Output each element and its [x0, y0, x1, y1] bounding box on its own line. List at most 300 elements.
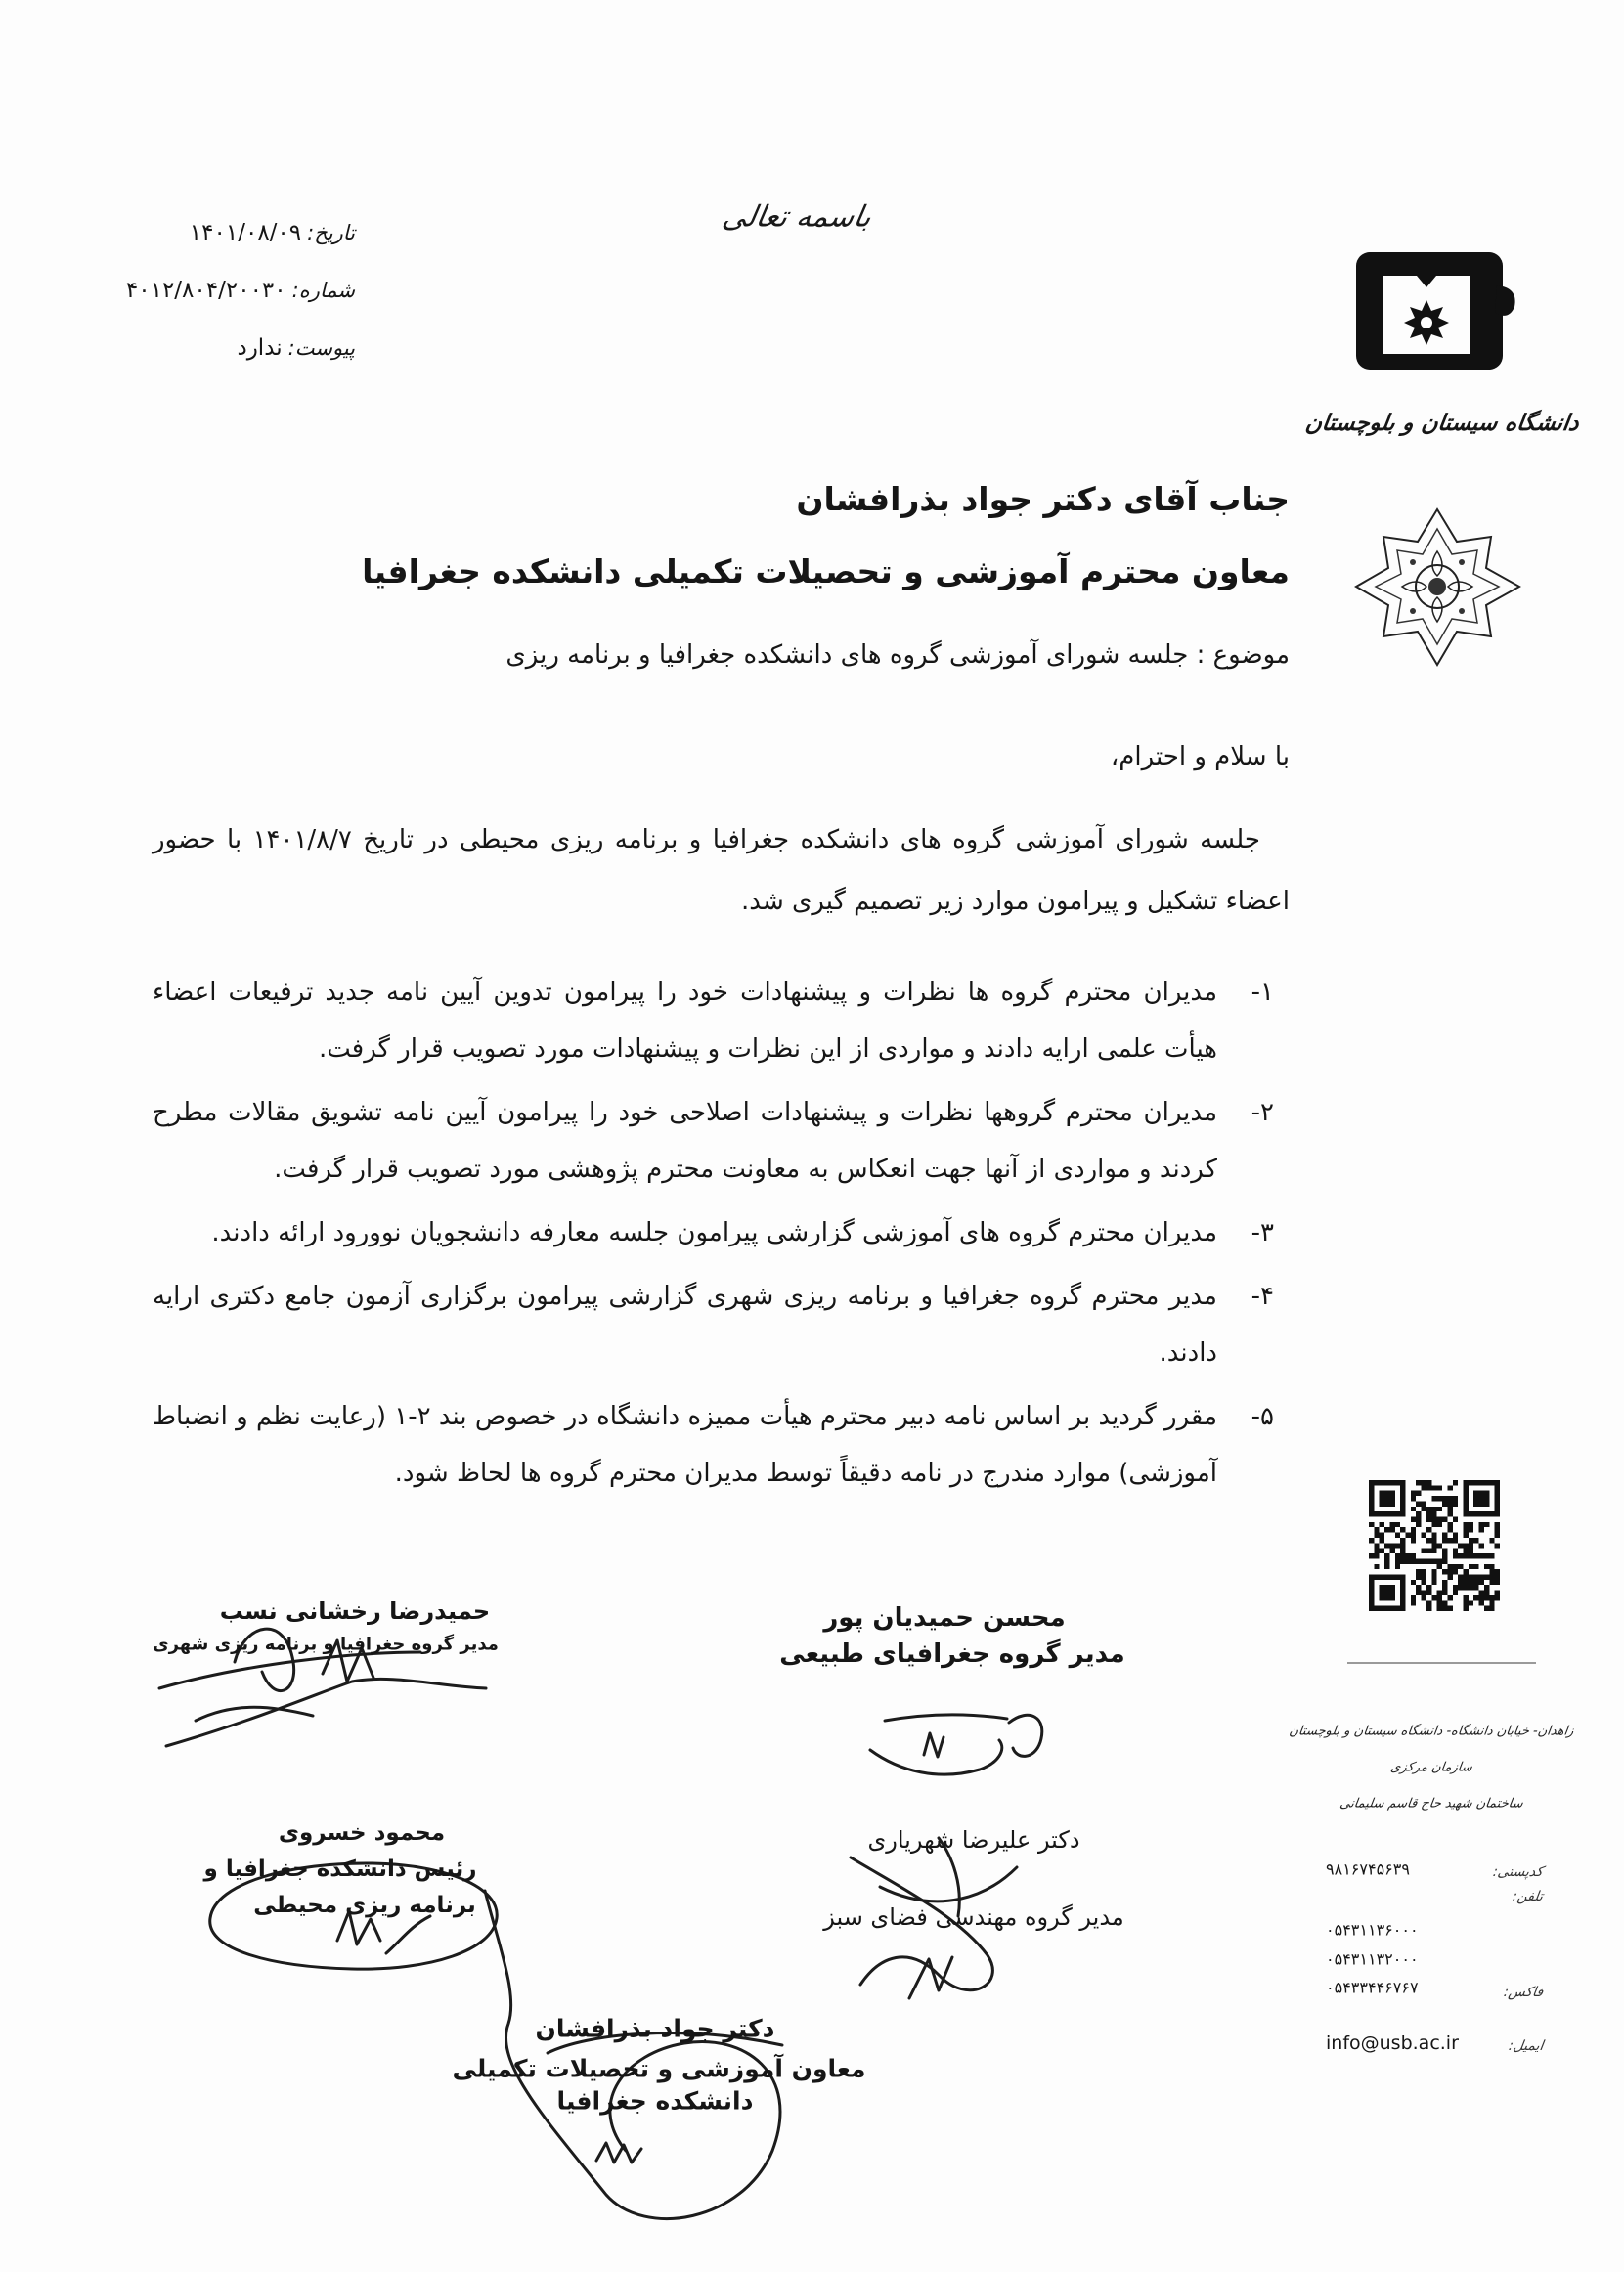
letter-meta: [126, 203, 355, 376]
signature-scribble: [386, 1916, 430, 1953]
qr-module: [1479, 1553, 1484, 1558]
qr-module: [1406, 1533, 1411, 1538]
signature-name-deputy: دکتر جواد بذرافشان: [535, 2014, 775, 2043]
qr-module: [1416, 1585, 1421, 1590]
qr-module: [1442, 1558, 1447, 1563]
qr-module: [1489, 1564, 1494, 1569]
meta-date-row: [126, 203, 355, 261]
qr-module: [1406, 1558, 1411, 1563]
qr-module: [1447, 1527, 1452, 1532]
qr-module: [1400, 1549, 1405, 1553]
qr-module: [1411, 1595, 1416, 1600]
qr-module: [1369, 1538, 1374, 1543]
qr-module: [1469, 1585, 1473, 1590]
signature-scribble: [166, 1679, 486, 1746]
qr-module: [1437, 1543, 1442, 1548]
qr-module: [1453, 1480, 1458, 1485]
meta-number-row: [126, 261, 355, 319]
qr-module: [1426, 1517, 1431, 1522]
signature-scribble: [885, 1715, 1007, 1721]
qr-module: [1380, 1533, 1384, 1538]
qr-module: [1437, 1606, 1442, 1611]
attachment-label: پیوست:: [287, 335, 355, 360]
qr-module: [1453, 1501, 1458, 1506]
qr-module: [1447, 1511, 1452, 1516]
qr-module: [1469, 1522, 1473, 1527]
list-item: [153, 1204, 1290, 1261]
qr-module: [1473, 1491, 1489, 1507]
qr-module: [1422, 1569, 1426, 1574]
qr-module: [1422, 1558, 1426, 1563]
qr-module: [1463, 1522, 1468, 1527]
phone-value: ۰۵۴۳۱۱۳۶۰۰۰: [1326, 1920, 1419, 1940]
qr-module: [1447, 1496, 1452, 1501]
qr-module: [1453, 1553, 1458, 1558]
number-label: شماره:: [291, 278, 355, 302]
qr-module: [1374, 1549, 1379, 1553]
qr-module: [1384, 1543, 1389, 1548]
signature-title-deputy-line2: دانشکده جغرافیا: [556, 2086, 754, 2116]
qr-module: [1479, 1600, 1484, 1605]
qr-module: [1416, 1501, 1421, 1506]
signature-scribble: [196, 1707, 313, 1721]
qr-module: [1416, 1574, 1421, 1579]
qr-module: [1463, 1595, 1468, 1600]
qr-module: [1495, 1522, 1500, 1527]
qr-module: [1431, 1543, 1436, 1548]
qr-module: [1453, 1585, 1458, 1590]
qr-module: [1384, 1558, 1389, 1563]
qr-module: [1380, 1538, 1384, 1543]
qr-module: [1422, 1485, 1426, 1490]
qr-module: [1469, 1600, 1473, 1605]
qr-module: [1447, 1522, 1452, 1527]
qr-module: [1437, 1496, 1442, 1501]
qr-module: [1422, 1480, 1426, 1485]
qr-module: [1463, 1527, 1468, 1532]
signature-name-urban-planning: حمیدرضا رخشانی نسب: [219, 1597, 491, 1625]
subject-line: [153, 631, 1290, 679]
qr-module: [1437, 1564, 1442, 1569]
qr-module: [1453, 1591, 1458, 1595]
qr-module: [1411, 1580, 1416, 1585]
qr-module: [1380, 1585, 1395, 1600]
qr-module: [1422, 1580, 1426, 1585]
signature-name-green-space: دکتر علیرضا شهریاری: [867, 1826, 1080, 1854]
qr-module: [1495, 1580, 1500, 1585]
qr-module: [1495, 1591, 1500, 1595]
postal-code-label: کدپستی:: [1491, 1864, 1545, 1880]
qr-module: [1479, 1574, 1484, 1579]
qr-module: [1411, 1517, 1416, 1522]
qr-module: [1453, 1496, 1458, 1501]
qr-module: [1489, 1569, 1494, 1574]
qr-module: [1395, 1543, 1400, 1548]
qr-module: [1489, 1606, 1494, 1611]
signature-title-deputy-line1: معاون آموزشی و تحصیلات تکمیلی: [452, 2054, 866, 2083]
recipient-title: معاون محترم آموزشی و تحصیلات تکمیلی دانشکده جغرافیا: [362, 552, 1290, 590]
qr-module: [1411, 1553, 1416, 1558]
recipient-name: جناب آقای دکتر جواد بذرافشان: [796, 480, 1290, 518]
qr-module: [1473, 1564, 1478, 1569]
qr-module: [1463, 1580, 1468, 1585]
qr-module: [1447, 1501, 1452, 1506]
qr-module: [1453, 1569, 1458, 1574]
ornament-icon: [1354, 507, 1521, 667]
qr-module: [1400, 1553, 1405, 1558]
qr-module: [1437, 1485, 1442, 1490]
qr-module: [1426, 1591, 1431, 1595]
qr-module: [1374, 1533, 1379, 1538]
qr-module: [1411, 1538, 1416, 1543]
qr-module: [1458, 1585, 1463, 1590]
qr-module: [1431, 1485, 1436, 1490]
qr-module: [1442, 1553, 1447, 1558]
qr-module: [1426, 1558, 1431, 1563]
qr-module: [1374, 1543, 1379, 1548]
qr-module: [1463, 1533, 1468, 1538]
qr-module: [1442, 1496, 1447, 1501]
qr-module: [1395, 1533, 1400, 1538]
qr-module: [1400, 1527, 1405, 1532]
qr-module: [1431, 1580, 1436, 1585]
signature-title-urban-planning: مدیر گروه جغرافیا و برنامه ریزی شهری: [153, 1634, 499, 1655]
qr-module: [1447, 1485, 1452, 1490]
signature-scribble: [870, 1740, 1002, 1774]
qr-module: [1447, 1569, 1452, 1574]
qr-module: [1463, 1574, 1468, 1579]
qr-module: [1469, 1574, 1473, 1579]
qr-module: [1411, 1558, 1416, 1563]
qr-module: [1442, 1549, 1447, 1553]
qr-module: [1489, 1538, 1494, 1543]
qr-module: [1489, 1580, 1494, 1585]
qr-module: [1369, 1522, 1374, 1527]
qr-module: [1458, 1580, 1463, 1585]
qr-module: [1442, 1580, 1447, 1585]
meta-attachment-row: [126, 319, 355, 376]
qr-module: [1431, 1507, 1436, 1511]
qr-module: [1395, 1522, 1400, 1527]
qr-module: [1416, 1511, 1421, 1516]
qr-module: [1422, 1595, 1426, 1600]
qr-module: [1426, 1538, 1431, 1543]
qr-module: [1431, 1496, 1436, 1501]
qr-module: [1437, 1591, 1442, 1595]
qr-module: [1422, 1501, 1426, 1506]
qr-module: [1431, 1522, 1436, 1527]
item-text: مدیران محترم گروه ها نظرات و پیشنهادات خود را پیرامون تدوین آیین نامه جدید ترفیعات اعضاء هیأت علمی ارایه دادند و مواردی از این نظرات و پیشنهادات مورد تصویب قرار گرفت.: [153, 978, 1217, 1064]
letter-body: [153, 470, 1290, 1502]
qr-module: [1463, 1543, 1468, 1548]
qr-module: [1489, 1600, 1494, 1605]
qr-module: [1484, 1553, 1489, 1558]
qr-module: [1422, 1574, 1426, 1579]
qr-module: [1484, 1574, 1489, 1579]
qr-module: [1473, 1553, 1478, 1558]
qr-module: [1380, 1491, 1395, 1507]
list-item: [153, 1388, 1290, 1502]
item-text: مدیران محترم گروهها نظرات و پیشنهادات اصلاحی خود را پیرامون آیین نامه تشویق مقالات مطرح کردند و مواردی از آنها جهت انعکاس به معاونت محترم پژوهشی مورد تصویب قرار گرفت.: [153, 1098, 1217, 1184]
qr-module: [1442, 1538, 1447, 1543]
qr-module: [1479, 1522, 1484, 1527]
qr-module: [1384, 1527, 1389, 1532]
qr-module: [1411, 1527, 1416, 1532]
qr-module: [1453, 1549, 1458, 1553]
qr-module: [1484, 1595, 1489, 1600]
qr-module: [1489, 1595, 1494, 1600]
qr-module: [1469, 1580, 1473, 1585]
qr-module: [1380, 1549, 1384, 1553]
qr-module: [1473, 1585, 1478, 1590]
qr-module: [1411, 1491, 1416, 1496]
signature-scribble: [1009, 1715, 1042, 1756]
qr-module: [1463, 1606, 1468, 1611]
qr-module: [1495, 1527, 1500, 1532]
qr-module: [1469, 1553, 1473, 1558]
qr-module: [1463, 1549, 1468, 1553]
qr-module: [1469, 1543, 1473, 1548]
university-logo: [1340, 246, 1518, 376]
university-name: دانشگاه سیستان و بلوچستان: [1303, 411, 1581, 436]
qr-module: [1463, 1553, 1468, 1558]
item-number: ۴-: [1251, 1282, 1274, 1311]
signature-title-green-space: مدیر گروه مهندسی فضای سبز: [823, 1903, 1124, 1931]
qr-module: [1437, 1517, 1442, 1522]
qr-module: [1473, 1595, 1478, 1600]
qr-module: [1400, 1538, 1405, 1543]
qr-module: [1453, 1533, 1458, 1538]
resolution-list: [153, 964, 1290, 1502]
item-text: مدیر محترم گروه جغرافیا و برنامه ریزی شهری گزارشی پیرامون برگزاری آزمون جامع دکتری ارایه دادند.: [153, 1282, 1217, 1368]
signature-scribble: [880, 1867, 1017, 1901]
qr-module: [1463, 1585, 1468, 1590]
qr-module: [1495, 1569, 1500, 1574]
item-text: مدیران محترم گروه های آموزشی گزارشی پیرامون جلسه معارفه دانشجویان نوورود ارائه دادند.: [211, 1218, 1217, 1247]
item-number: ۱-: [1251, 978, 1274, 1007]
qr-module: [1426, 1511, 1431, 1516]
qr-module: [1473, 1580, 1478, 1585]
qr-module: [1422, 1507, 1426, 1511]
postal-code-value: ۹۸۱۶۷۴۵۶۳۹: [1326, 1859, 1410, 1879]
qr-module: [1389, 1527, 1394, 1532]
qr-module: [1431, 1569, 1436, 1574]
qr-module: [1469, 1527, 1473, 1532]
qr-module: [1479, 1595, 1484, 1600]
signature-title-physical-geography: مدیر گروه جغرافیای طبیعی: [779, 1639, 1125, 1669]
qr-module: [1463, 1569, 1468, 1574]
qr-module: [1442, 1606, 1447, 1611]
qr-module: [1479, 1543, 1484, 1548]
qr-module: [1463, 1600, 1468, 1605]
qr-module: [1374, 1527, 1379, 1532]
qr-module: [1495, 1543, 1500, 1548]
qr-module: [1442, 1600, 1447, 1605]
qr-module: [1426, 1480, 1431, 1485]
signature-title-dean-line1: رئیس دانشکده جغرافیا و: [203, 1857, 477, 1882]
qr-module: [1411, 1496, 1416, 1501]
qr-module: [1489, 1574, 1494, 1579]
qr-module: [1447, 1538, 1452, 1543]
qr-module: [1431, 1549, 1436, 1553]
signature-scribble: [909, 1957, 952, 1998]
qr-module: [1395, 1564, 1400, 1569]
qr-module: [1479, 1527, 1484, 1532]
date-label: تاریخ:: [307, 220, 355, 244]
item-number: ۳-: [1251, 1218, 1274, 1247]
qr-code: [1369, 1480, 1500, 1611]
qr-module: [1473, 1574, 1478, 1579]
qr-module: [1406, 1553, 1411, 1558]
qr-module: [1416, 1591, 1421, 1595]
qr-module: [1431, 1574, 1436, 1579]
fax-label: فاکس:: [1502, 1985, 1545, 2000]
qr-module: [1442, 1517, 1447, 1522]
qr-module: [1484, 1606, 1489, 1611]
qr-module: [1400, 1558, 1405, 1563]
list-item: [153, 1084, 1290, 1198]
qr-module: [1442, 1585, 1447, 1590]
qr-module: [1400, 1543, 1405, 1548]
item-number: ۲-: [1251, 1098, 1274, 1127]
qr-module: [1416, 1569, 1421, 1574]
qr-module: [1447, 1574, 1452, 1579]
qr-module: [1495, 1533, 1500, 1538]
attachment-value: ندارد: [237, 334, 283, 361]
qr-module: [1416, 1480, 1421, 1485]
address-line: زاهدان- خیابان دانشگاه- دانشگاه سیستان و بلوچستان: [1288, 1724, 1575, 1739]
qr-module: [1479, 1580, 1484, 1585]
qr-module: [1447, 1606, 1452, 1611]
qr-module: [1416, 1522, 1421, 1527]
qr-module: [1469, 1549, 1473, 1553]
signature-scribble: [924, 1733, 944, 1757]
signature-name-dean: محمود خسروی: [278, 1820, 446, 1846]
basmala-heading: باسمه تعالی: [720, 199, 874, 235]
qr-module: [1437, 1558, 1442, 1563]
qr-module: [1447, 1507, 1452, 1511]
qr-module: [1495, 1574, 1500, 1579]
qr-module: [1484, 1585, 1489, 1590]
qr-module: [1473, 1538, 1478, 1543]
qr-module: [1422, 1533, 1426, 1538]
qr-module: [1458, 1564, 1463, 1569]
qr-module: [1479, 1591, 1484, 1595]
number-value: ۴۰۱۲/۸۰۴/۲۰۰۳۰: [125, 277, 286, 303]
address-line: ساختمان شهید حاج قاسم سلیمانی: [1339, 1796, 1524, 1812]
signature-title-dean-line2: برنامه ریزی محیطی: [253, 1893, 476, 1918]
signature-name-physical-geography: محسن حمیدیان پور: [823, 1603, 1066, 1633]
qr-module: [1469, 1538, 1473, 1543]
qr-module: [1458, 1553, 1463, 1558]
item-number: ۵-: [1251, 1402, 1274, 1431]
qr-module: [1431, 1558, 1436, 1563]
qr-module: [1437, 1522, 1442, 1527]
qr-module: [1416, 1558, 1421, 1563]
address-line: سازمان مرکزی: [1389, 1760, 1473, 1775]
qr-module: [1389, 1549, 1394, 1553]
phone-label: تلفن:: [1511, 1889, 1545, 1904]
qr-module: [1426, 1606, 1431, 1611]
qr-module: [1469, 1564, 1473, 1569]
qr-module: [1389, 1543, 1394, 1548]
qr-module: [1389, 1522, 1394, 1527]
qr-module: [1374, 1564, 1379, 1569]
qr-module: [1426, 1600, 1431, 1605]
qr-module: [1411, 1507, 1416, 1511]
qr-module: [1437, 1595, 1442, 1600]
qr-module: [1431, 1511, 1436, 1516]
qr-module: [1489, 1553, 1494, 1558]
qr-module: [1484, 1591, 1489, 1595]
qr-module: [1395, 1558, 1400, 1563]
qr-module: [1458, 1543, 1463, 1548]
greeting: با سلام و احترام،: [1110, 742, 1290, 771]
qr-module: [1437, 1507, 1442, 1511]
qr-module: [1426, 1507, 1431, 1511]
qr-module: [1422, 1549, 1426, 1553]
qr-module: [1384, 1553, 1389, 1558]
qr-module: [1426, 1527, 1431, 1532]
email-label: ایمیل:: [1507, 2038, 1545, 2054]
qr-module: [1442, 1591, 1447, 1595]
qr-module: [1453, 1517, 1458, 1522]
qr-module: [1416, 1491, 1421, 1496]
qr-module: [1422, 1591, 1426, 1595]
qr-module: [1484, 1564, 1489, 1569]
phone-value: ۰۵۴۳۱۱۳۲۰۰۰: [1326, 1949, 1419, 1969]
list-item: [153, 964, 1290, 1077]
sidebar-divider: [1347, 1662, 1536, 1664]
qr-module: [1431, 1533, 1436, 1538]
qr-module: [1426, 1585, 1431, 1590]
signature-scribble: [596, 2143, 641, 2163]
qr-module: [1484, 1522, 1489, 1527]
qr-module: [1431, 1517, 1436, 1522]
qr-module: [1453, 1564, 1458, 1569]
qr-module: [1442, 1569, 1447, 1574]
intro-paragraph: جلسه شورای آموزشی گروه های دانشکده جغرافیا و برنامه ریزی محیطی در تاریخ ۱۴۰۱/۸/۷ با حضور اعضاء تشکیل و پیرامون موارد زیر تصمیم گیری شد.: [153, 825, 1290, 916]
qr-module: [1369, 1553, 1374, 1558]
qr-module: [1384, 1564, 1389, 1569]
qr-module: [1426, 1549, 1431, 1553]
qr-module: [1411, 1600, 1416, 1605]
qr-module: [1447, 1564, 1452, 1569]
qr-module: [1437, 1600, 1442, 1605]
qr-module: [1495, 1595, 1500, 1600]
qr-module: [1416, 1517, 1421, 1522]
signature-scribble: [159, 1652, 420, 1688]
qr-module: [1431, 1595, 1436, 1600]
subject-text: جلسه شورای آموزشی گروه های دانشکده جغرافیا و برنامه ریزی: [505, 640, 1189, 670]
qr-module: [1458, 1574, 1463, 1579]
qr-module: [1395, 1553, 1400, 1558]
email-link[interactable]: info@usb.ac.ir: [1326, 2032, 1459, 2054]
qr-module: [1447, 1595, 1452, 1600]
qr-module: [1380, 1522, 1384, 1527]
qr-module: [1374, 1553, 1379, 1558]
qr-module: [1442, 1501, 1447, 1506]
qr-module: [1431, 1538, 1436, 1543]
qr-module: [1411, 1533, 1416, 1538]
qr-module: [1426, 1485, 1431, 1490]
subject-label: موضوع :: [1196, 640, 1290, 670]
fax-value: ۰۵۴۳۳۴۴۶۷۶۷: [1326, 1978, 1419, 1997]
date-value: ۱۴۰۱/۰۸/۰۹: [189, 219, 302, 245]
item-text: مقرر گردید بر اساس نامه دبیر محترم هیأت ممیزه دانشگاه در خصوص بند ۲-۱ (رعایت نظم و انضباط آموزشی) موارد مندرج در نامه دقیقاً توسط مدیران محترم گروه ها لحاظ شود.: [153, 1402, 1217, 1488]
qr-module: [1453, 1538, 1458, 1543]
list-item: [153, 1268, 1290, 1381]
